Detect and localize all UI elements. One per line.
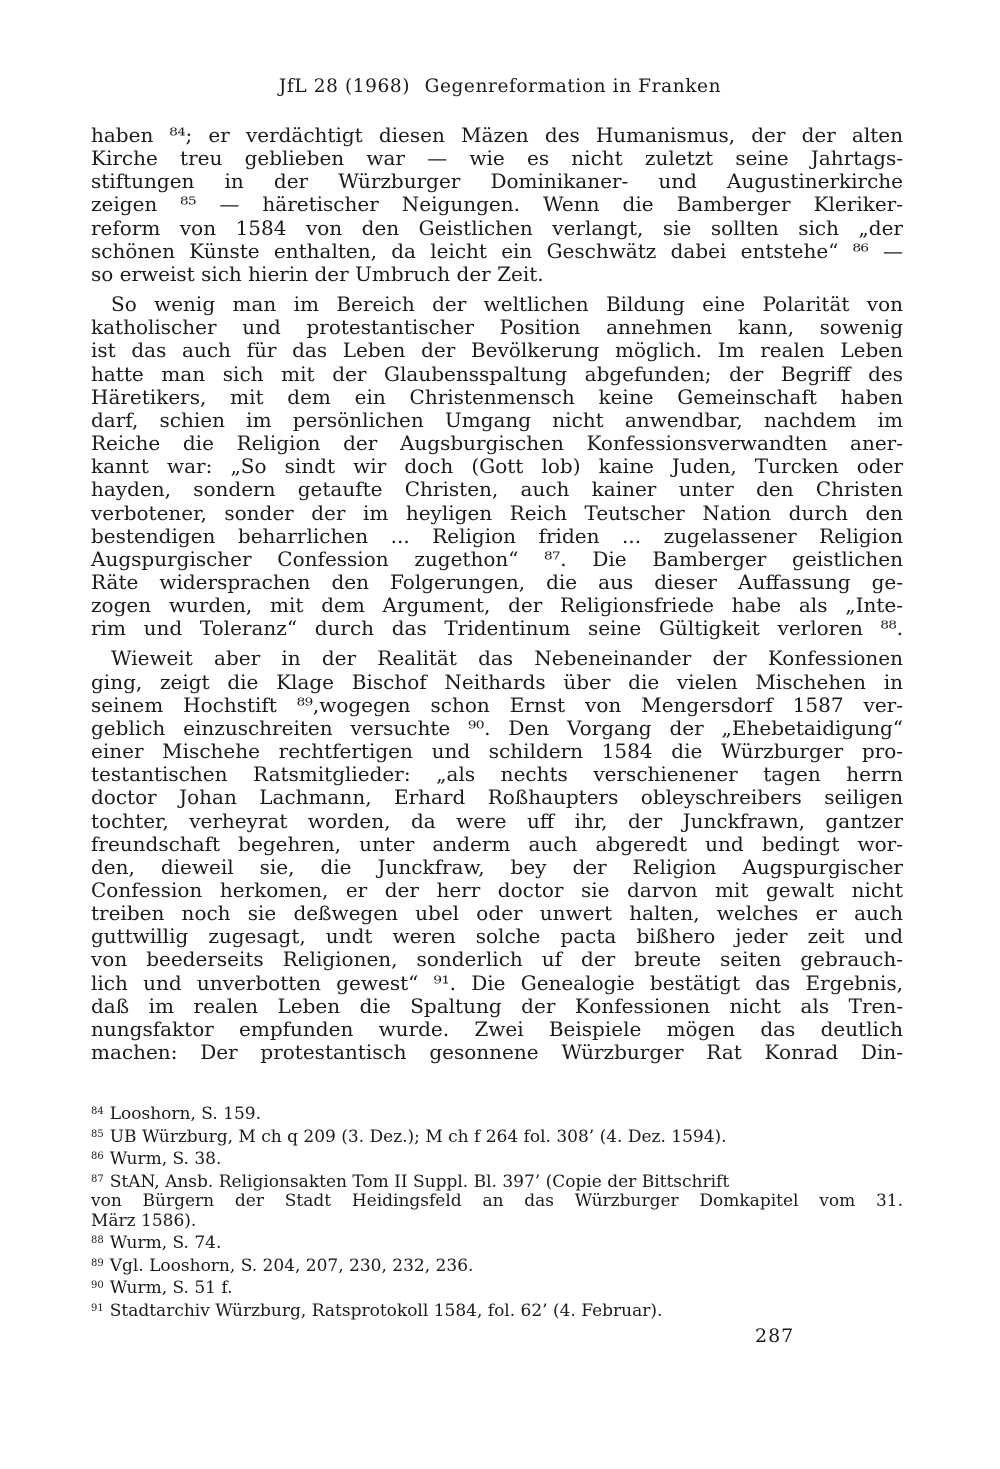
footnote-number: 91: [91, 1302, 104, 1314]
text-line: stiftungen in der Würzburger Dominikaner- und Augustinerkirche: [91, 169, 903, 194]
footnote: [91, 1125, 903, 1148]
page-number: 287: [755, 1325, 795, 1347]
body-text: [91, 124, 903, 1071]
text-line: guttwillig zugesagt, undt weren solche pacta bißhero jeder zeit und: [91, 924, 903, 949]
text-line: Reiche die Religion der Augsburgischen Konfessionsverwandten aner-: [91, 431, 903, 456]
text-line: lich und unverbotten gewest“ ⁹¹. Die Genealogie bestätigt das Ergebnis,: [91, 970, 903, 995]
footnote-text: Wurm, S. 38.: [109, 1149, 222, 1169]
journal-reference: JfL 28 (1968): [278, 76, 411, 97]
text-line: doctor Johan Lachmann, Erhard Roßhaupters obleyschreibers seiligen: [91, 785, 903, 810]
text-line: bestendigen beharrlichen ... Religion friden ... zugelassener Religion: [91, 523, 903, 548]
text-line: reform von 1584 von den Geistlichen verlangt, sie sollten sich „der: [91, 215, 903, 240]
footnote-text: Looshorn, S. 159.: [109, 1104, 261, 1124]
text-line: machen: Der protestantisch gesonnene Würzburger Rat Konrad Din-: [91, 1040, 903, 1065]
footnote: [91, 1254, 903, 1277]
text-line: Augspurgischer Confession zugethon“ ⁸⁷. Die Bamberger geistlichen: [91, 546, 903, 571]
text-line: den, dieweil sie, die Junckfraw, bey der Religion Augspurgischer: [91, 854, 903, 879]
footnote-number: 89: [91, 1257, 104, 1269]
footnote-text: Vgl. Looshorn, S. 204, 207, 230, 232, 236.: [109, 1255, 474, 1276]
paragraph: [91, 647, 903, 1064]
running-header: [0, 76, 1000, 97]
footnote-number: 86: [91, 1151, 104, 1162]
text-line: schönen Künste enthalten, da leicht ein Geschwätz dabei entstehe“ ⁸⁶ —: [91, 238, 903, 263]
footnote-continuation: März 1586).: [91, 1210, 197, 1231]
paragraph: [91, 293, 903, 640]
footnote: [91, 1147, 903, 1170]
text-line: Kirche treu geblieben war — wie es nicht zuletzt seine Jahrtags-: [91, 146, 903, 171]
text-line: hayden, sondern getaufte Christen, auch kainer unter den Christen: [91, 477, 903, 502]
text-line: zogen wurden, mit dem Argument, der Religionsfriede habe als „Inte-: [91, 593, 903, 618]
paragraph: [91, 124, 903, 286]
text-line: kannt war: „So sindt wir doch (Gott lob) kaine Juden, Turcken oder: [91, 454, 903, 479]
text-line: haben ⁸⁴; er verdächtigt diesen Mäzen des Humanismus, der der alten: [91, 123, 903, 147]
text-line: seinem Hochstift ⁸⁹,wogegen schon Ernst von Mengersdorf 1587 ver-: [91, 692, 903, 717]
text-line: Häretikers, mit dem ein Christenmensch keine Gemeinschaft haben: [91, 384, 903, 409]
footnote-number: 87: [91, 1173, 104, 1185]
text-line: so erweist sich hierin der Umbruch der Zeit.: [91, 261, 544, 286]
text-line: Räte widersprachen den Folgerungen, die aus dieser Auffassung ge-: [91, 569, 903, 594]
footnote-text: StAN, Ansb. Religionsakten Tom II Suppl. Bl. 397’ (Copie der Bittschrift: [109, 1171, 730, 1192]
text-line: Confession herkomen, er der herr doctor sie darvon mit gewalt nicht: [91, 878, 903, 902]
footnote-text: Stadtarchiv Würzburg, Ratsprotokoll 1584, fol. 62’ (4. Februar).: [109, 1300, 663, 1321]
text-line: tochter, verheyrat worden, da were uff ihr, der Junckfrawn, gantzer: [91, 808, 903, 833]
footnote-text: Wurm, S. 51 f.: [109, 1278, 233, 1298]
footnote-number: 85: [91, 1128, 104, 1140]
footnote: [91, 1231, 903, 1254]
text-line: rim und Toleranz“ durch das Tridentinum seine Gültigkeit verloren ⁸⁸.: [91, 616, 903, 641]
text-line: Wieweit aber in der Realität das Nebeneinander der Konfessionen: [111, 646, 903, 671]
footnotes: [91, 1102, 903, 1321]
footnote: [91, 1299, 903, 1322]
text-line: treiben noch sie deßwegen ubel oder unwert halten, welches er auch: [91, 901, 903, 926]
text-line: daß im realen Leben die Spaltung der Konfessionen nicht als Tren-: [91, 993, 903, 1018]
text-line: darf, schien im persönlichen Umgang nicht anwendbar, nachdem im: [91, 407, 903, 432]
footnote: [91, 1170, 903, 1193]
text-line: So wenig man im Bereich der weltlichen Bildung eine Polarität von: [111, 292, 903, 317]
text-line: zeigen ⁸⁵ — häretischer Neigungen. Wenn die Bamberger Kleriker-: [91, 192, 903, 217]
running-title: Gegenreformation in Franken: [424, 76, 722, 97]
text-line: hatte man sich mit der Glaubensspaltung abgefunden; der Begriff des: [91, 361, 903, 386]
footnote-number: 90: [91, 1280, 104, 1291]
footnote-text: UB Würzburg, M ch q 209 (3. Dez.); M ch f 264 fol. 308’ (4. Dez. 1594).: [109, 1126, 727, 1147]
text-line: testantischen Ratsmitglieder: „als nechts verschienener tagen herrn: [91, 762, 903, 787]
footnote-text: Wurm, S. 74.: [109, 1233, 222, 1253]
text-line: katholischer und protestantischer Position annehmen kann, sowenig: [91, 315, 903, 340]
text-line: einer Mischehe rechtfertigen und schildern 1584 die Würzburger pro-: [91, 739, 903, 764]
text-line: nungsfaktor empfunden wurde. Zwei Beispiele mögen das deutlich: [91, 1016, 903, 1041]
footnote-continuation: von Bürgern der Stadt Heidingsfeld an das Würzburger Domkapitel vom 31.: [91, 1191, 903, 1211]
text-line: von beederseits Religionen, sonderlich uf der breute seiten gebrauch-: [91, 947, 903, 972]
text-line: geblich einzuschreiten versuchte ⁹⁰. Den Vorgang der „Ehebetaidigung“: [91, 715, 903, 740]
footnote-number: 84: [91, 1106, 104, 1117]
footnote: [91, 1276, 903, 1299]
text-line: ging, zeigt die Klage Bischof Neithards über die vielen Mischehen in: [91, 669, 903, 694]
text-line: ist das auch für das Leben der Bevölkerung möglich. Im realen Leben: [91, 338, 903, 363]
text-line: freundschaft begehren, unter anderm auch abgeredt und bedingt wor-: [91, 831, 903, 856]
text-line: verbotener, sonder der im heyligen Reich Teutscher Nation durch den: [91, 500, 903, 525]
footnote-number: 88: [91, 1235, 104, 1246]
footnote: [91, 1102, 903, 1125]
